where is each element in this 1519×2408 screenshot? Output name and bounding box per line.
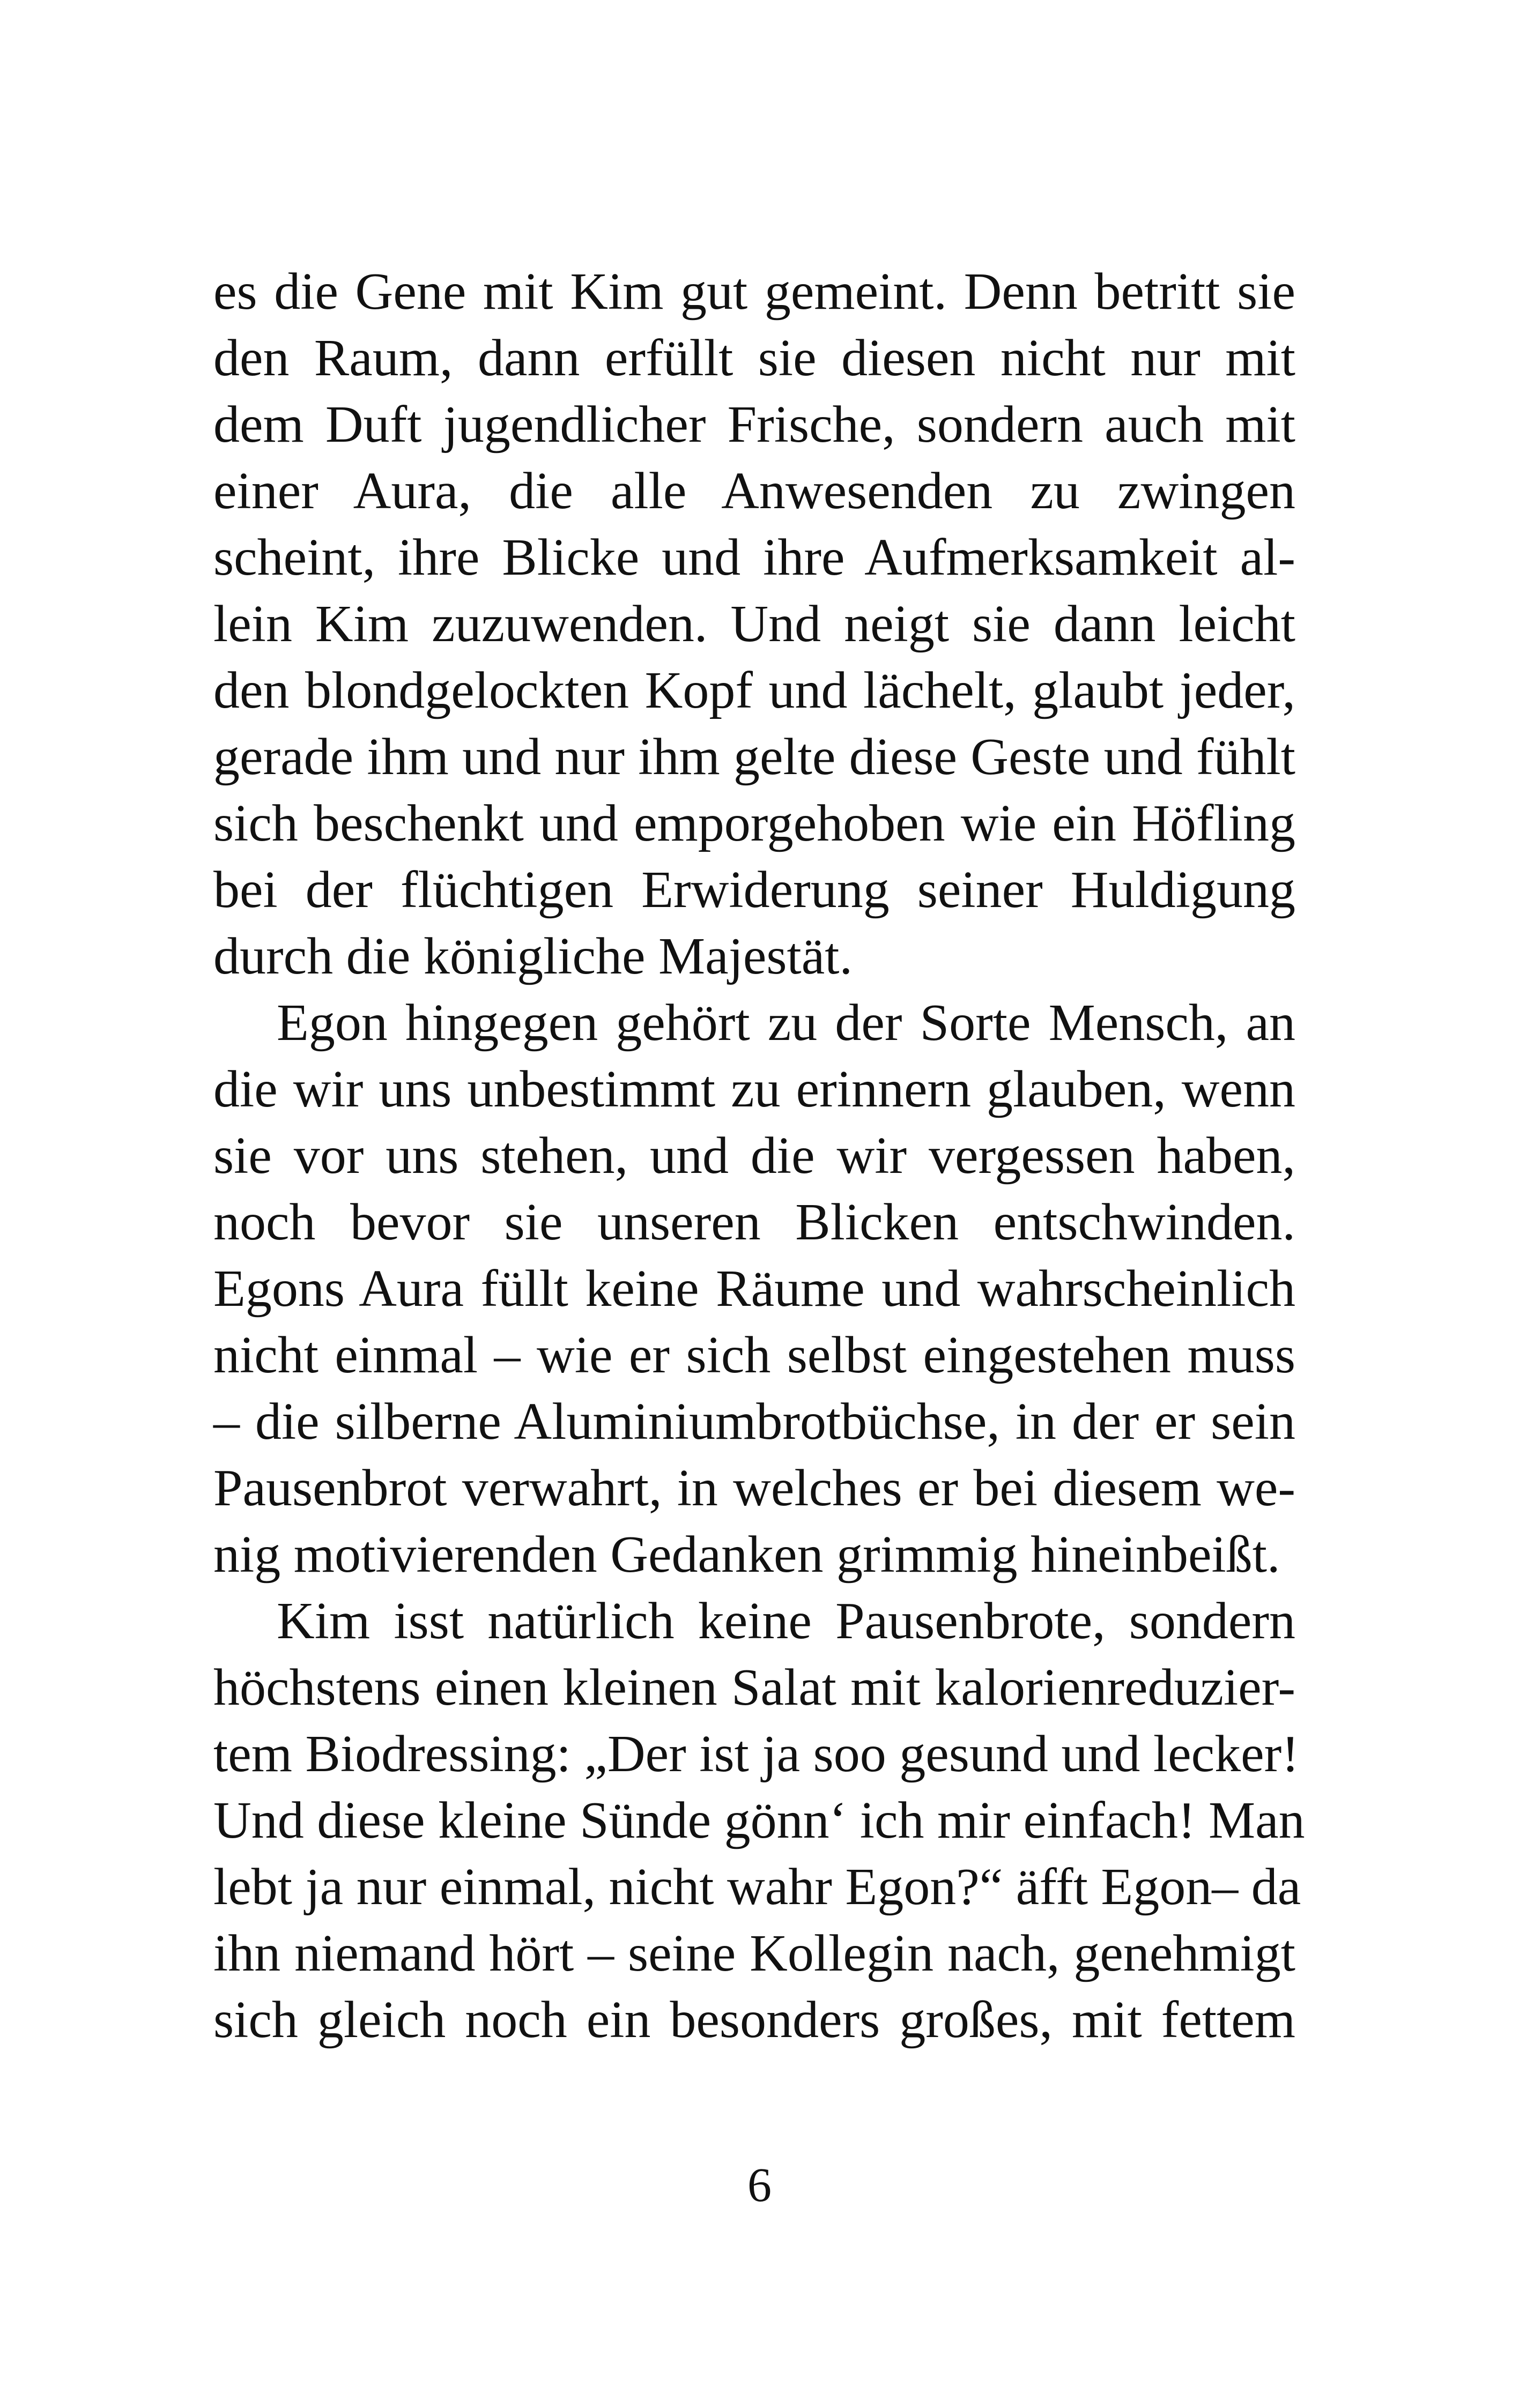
text-line: den blondgelockten Kopf und lächelt, glaubt jeder, [213,662,1295,719]
text-line: dem Duft jugendlicher Frische, sondern auch mit [213,396,1295,454]
text-line: Egons Aura füllt keine Räume und wahrscheinlich [213,1260,1295,1318]
text-line: sich beschenkt und emporgehoben wie ein Höfling [213,794,1295,852]
text-line: die wir uns unbestimmt zu erinnern glauben, wenn [213,1060,1295,1118]
text-line: es die Gene mit Kim gut gemeint. Denn betritt sie [213,263,1295,321]
paragraph-first-line: Egon hingegen gehört zu der Sorte Mensch, an [277,994,1295,1052]
paragraph-end-line: nig motivierenden Gedanken grimmig hineinbeißt. [213,1526,1280,1584]
body-text [213,258,1305,2053]
text-line: – die silberne Aluminiumbrotbüchse, in der er sein [213,1393,1295,1451]
text-line: lein Kim zuzuwenden. Und neigt sie dann leicht [213,595,1295,653]
page-number: 6 [747,2159,772,2212]
paragraph-end-line: durch die königliche Majestät. [213,927,853,985]
text-line: sich gleich noch ein besonders großes, mit fettem [213,1991,1295,2049]
text-line: höchstens einen kleinen Salat mit kalorienreduzier- [213,1659,1295,1716]
text-line: den Raum, dann erfüllt sie diesen nicht nur mit [213,329,1295,387]
text-line: nicht einmal – wie er sich selbst eingestehen muss [213,1326,1295,1384]
text-line: sie vor uns stehen, und die wir vergessen haben, [213,1127,1295,1185]
paragraph-first-line: Kim isst natürlich keine Pausenbrote, sondern [277,1592,1295,1650]
text-line: noch bevor sie unseren Blicken entschwinden. [213,1193,1295,1251]
text-line: ihn niemand hört – seine Kollegin nach, genehmigt [213,1924,1295,1982]
text-line: Pausenbrot verwahrt, in welches er bei diesem we- [213,1459,1295,1517]
text-line: einer Aura, die alle Anwesenden zu zwingen [213,462,1295,520]
text-line: tem Biodressing: „Der ist ja soo gesund und lecker! [213,1725,1299,1783]
text-line: lebt ja nur einmal, nicht wahr Egon?“ äfft Egon– da [213,1858,1301,1916]
text-line: Und diese kleine Sünde gönn‘ ich mir einfach! Man [213,1792,1305,1849]
text-line: gerade ihm und nur ihm gelte diese Geste und fühlt [213,728,1295,786]
text-line: bei der flüchtigen Erwiderung seiner Huldigung [213,861,1295,919]
text-line: scheint, ihre Blicke und ihre Aufmerksamkeit al- [213,529,1295,586]
